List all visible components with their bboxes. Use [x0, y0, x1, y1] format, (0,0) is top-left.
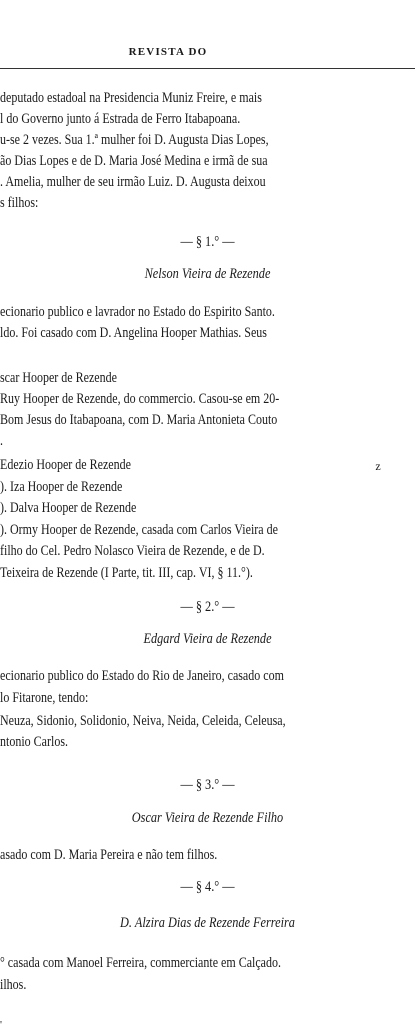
section-name: Edgard Vieira de Rezende: [143, 631, 272, 647]
section-heading: — § 4.° —: [180, 879, 235, 895]
text-line: ). Dalva Hooper de Rezende: [0, 500, 137, 516]
running-title: REVISTA DO: [128, 46, 208, 58]
footer-mark: ': [0, 1019, 2, 1031]
text-line: .: [0, 433, 3, 449]
section-heading: — § 3.° —: [180, 777, 235, 793]
text-line: filho do Cel. Pedro Nolasco Vieira de Rezende, e de D.: [0, 543, 265, 559]
text-line: ão Dias Lopes e de D. Maria José Medina e irmã de sua: [0, 153, 268, 169]
text-line: scar Hooper de Rezende: [0, 370, 117, 386]
text-line: Neuza, Sidonio, Solidonio, Neiva, Neida, Celeida, Celeusa,: [0, 713, 286, 729]
section-heading: — § 1.° —: [180, 234, 235, 250]
section-name: Oscar Vieira de Rezende Filho: [131, 810, 284, 826]
section-name: D. Alzira Dias de Rezende Ferreira: [120, 915, 295, 931]
text-line: ). Ormy Hooper de Rezende, casada com Carlos Vieira de: [0, 522, 278, 538]
text-line: ntonio Carlos.: [0, 734, 68, 750]
text-line: ilhos.: [0, 977, 27, 993]
text-line: lo Fitarone, tendo:: [0, 690, 89, 706]
text-line: Edezio Hooper de Rezende: [0, 457, 131, 473]
margin-mark: z: [375, 459, 381, 473]
text-line: deputado estadoal na Presidencia Muniz Freire, e mais: [0, 90, 262, 106]
text-line: ecionario publico do Estado do Rio de Janeiro, casado com: [0, 668, 284, 684]
text-line: ldo. Foi casado com D. Angelina Hooper Mathias. Seus: [0, 325, 267, 341]
text-line: u-se 2 vezes. Sua 1.ª mulher foi D. Augusta Dias Lopes,: [0, 132, 269, 148]
text-line: Bom Jesus do Itabapoana, com D. Maria Antonieta Couto: [0, 412, 278, 428]
section-heading: — § 2.° —: [180, 599, 235, 615]
text-line: asado com D. Maria Pereira e não tem filhos.: [0, 847, 218, 863]
text-line: Ruy Hooper de Rezende, do commercio. Casou-se em 20-: [0, 391, 280, 407]
text-line: ). Iza Hooper de Rezende: [0, 479, 123, 495]
text-line: s filhos:: [0, 195, 39, 211]
section-name: Nelson Vieira de Rezende: [144, 266, 271, 282]
text-line: ecionario publico e lavrador no Estado do Espirito Santo.: [0, 304, 275, 320]
header-rule: [0, 68, 415, 69]
text-line: Teixeira de Rezende (I Parte, tit. III, cap. VI, § 11.°).: [0, 565, 253, 581]
text-line: ° casada com Manoel Ferreira, commerciante em Calçado.: [0, 955, 282, 971]
text-line: l do Governo junto á Estrada de Ferro Itabapoana.: [0, 111, 241, 127]
text-line: . Amelia, mulher de seu irmão Luiz. D. Augusta deixou: [0, 174, 266, 190]
